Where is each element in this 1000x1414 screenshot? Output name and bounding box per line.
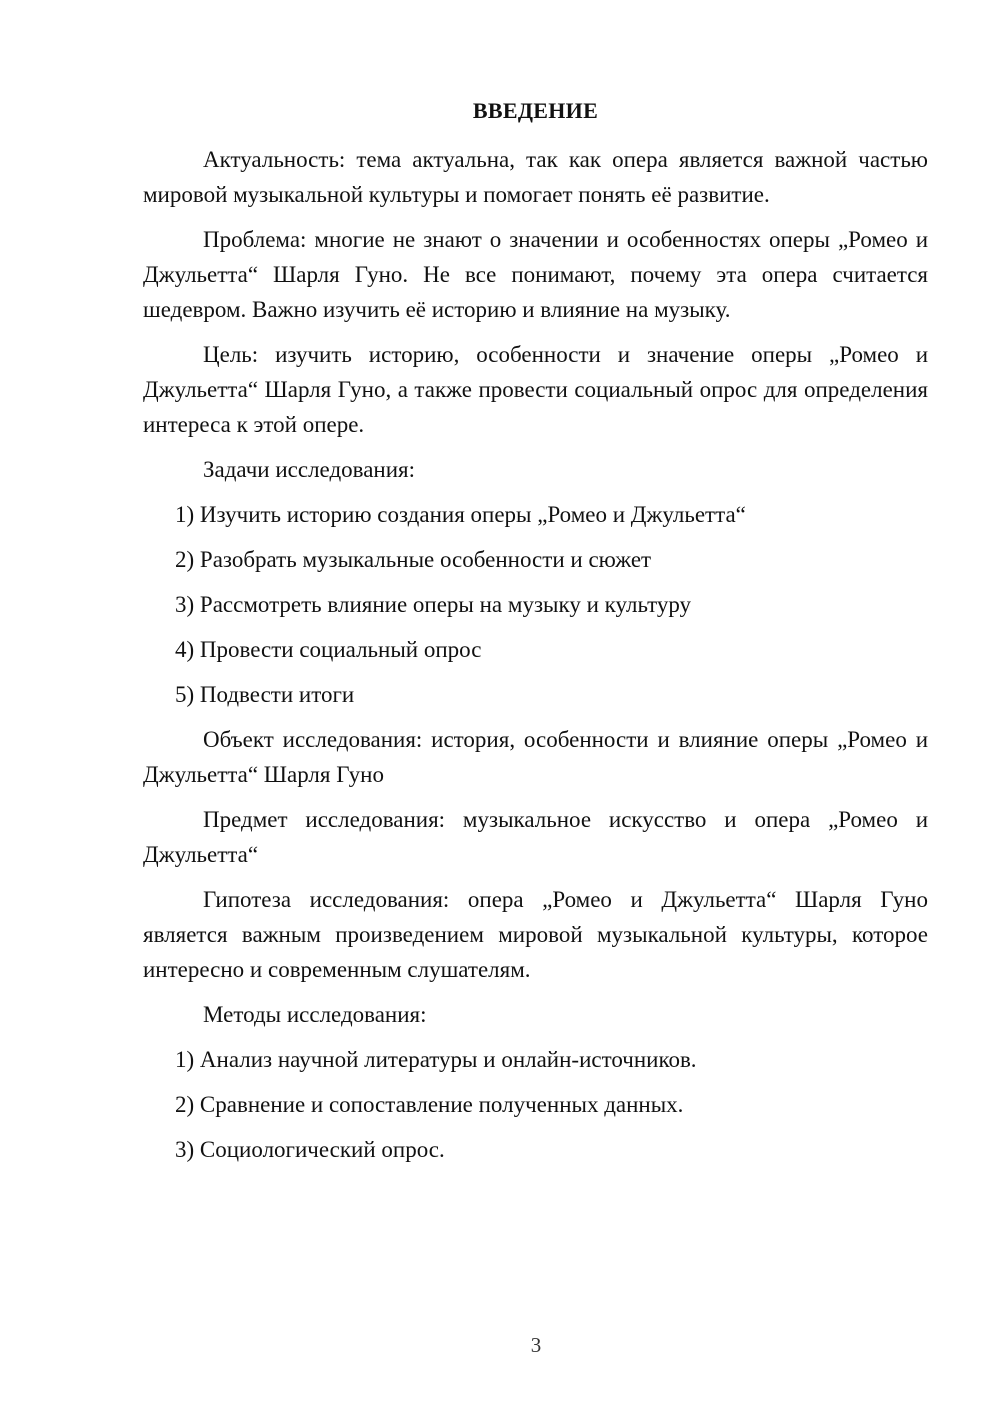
method-item: 1) Анализ научной литературы и онлайн-источников. (175, 1047, 697, 1072)
object-paragraph: Объект исследования: история, особенности и влияние оперы „Ромео и Джульетта“ Шарля Гуно (143, 727, 928, 787)
methods-label: Методы исследования: (203, 1002, 427, 1027)
subject-paragraph: Предмет исследования: музыкальное искусство и опера „Ромео и Джульетта“ (143, 807, 928, 867)
relevance-paragraph: Актуальность: тема актуальна, так как опера является важной частью мировой музыкальной культуры и помогает понять её развитие. (143, 147, 928, 207)
section-heading: ВВЕДЕНИЕ (472, 98, 599, 123)
goal-paragraph: Цель: изучить историю, особенности и значение оперы „Ромео и Джульетта“ Шарля Гуно, а также провести социальный опрос для определения интереса к этой опере. (143, 342, 928, 437)
method-item: 2) Сравнение и сопоставление полученных данных. (175, 1092, 684, 1117)
task-item: 5) Подвести итоги (175, 682, 355, 707)
page-number: 3 (530, 1333, 542, 1357)
hypothesis-paragraph: Гипотеза исследования: опера „Ромео и Джульетта“ Шарля Гуно является важным произведением мировой музыкальной культуры, которое интересно и современным слушателям. (143, 887, 928, 982)
task-item: 3) Рассмотреть влияние оперы на музыку и культуру (175, 592, 692, 617)
page-content (143, 96, 928, 1177)
task-item: 1) Изучить историю создания оперы „Ромео и Джульетта“ (175, 502, 746, 527)
method-item: 3) Социологический опрос. (175, 1137, 445, 1162)
methods-list (143, 1042, 928, 1167)
tasks-label: Задачи исследования: (203, 457, 416, 482)
tasks-list (143, 497, 928, 712)
problem-paragraph: Проблема: многие не знают о значении и особенностях оперы „Ромео и Джульетта“ Шарля Гуно. Не все понимают, почему эта опера считается шедевром. Важно изучить её историю и влияние на музыку. (143, 227, 928, 322)
task-item: 4) Провести социальный опрос (175, 637, 482, 662)
task-item: 2) Разобрать музыкальные особенности и сюжет (175, 547, 652, 572)
